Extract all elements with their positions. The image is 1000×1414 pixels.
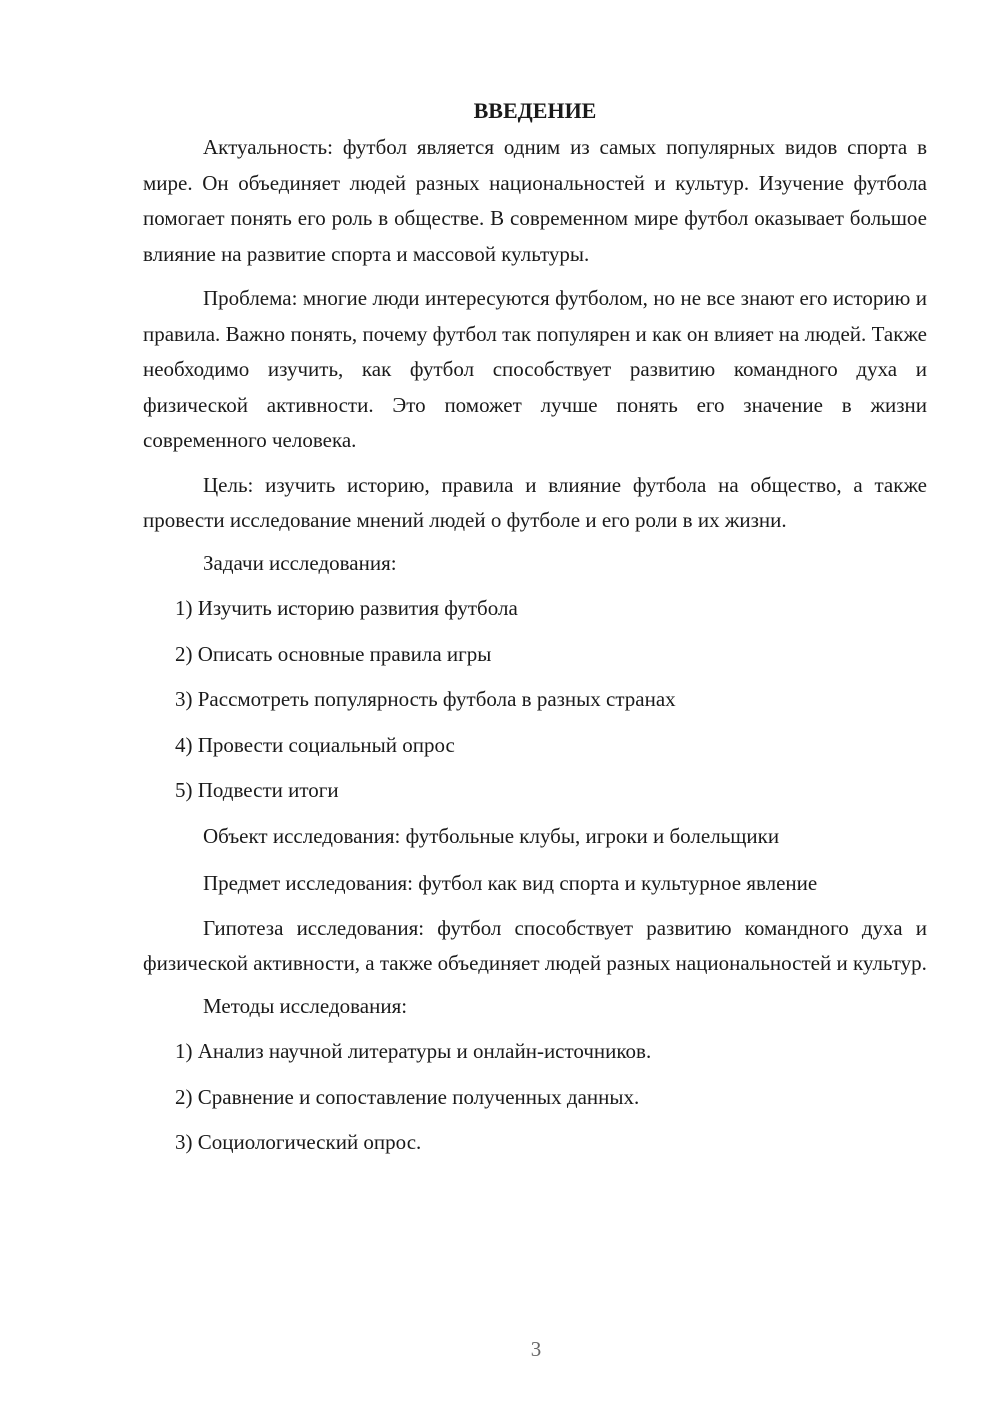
- task-item: 4) Провести социальный опрос: [175, 732, 455, 757]
- document-page: [143, 96, 927, 1173]
- method-item: 1) Анализ научной литературы и онлайн-источников.: [175, 1039, 652, 1063]
- actuality-paragraph: Актуальность: футбол является одним из самых популярных видов спорта в мире. Он объединяет людей разных национальностей и культур. Изучение футбола помогает понять его роль в обществе. В современном мире футбол оказывает большое влияние на развитие спорта и массовой культуры.: [143, 135, 927, 266]
- tasks-label: Задачи исследования:: [203, 550, 397, 575]
- page-number: 3: [530, 1337, 542, 1361]
- method-item: 3) Социологический опрос.: [175, 1130, 422, 1154]
- page-title: ВВЕДЕНИЕ: [473, 98, 597, 123]
- task-item: 3) Рассмотреть популярность футбола в разных странах: [175, 687, 676, 711]
- task-item: 2) Описать основные правила игры: [175, 641, 492, 666]
- method-item: 2) Сравнение и сопоставление полученных данных.: [175, 1084, 640, 1109]
- research-hypothesis: Гипотеза исследования: футбол способствует развитию командного духа и физической активности, а также объединяет людей разных национальностей и культур.: [143, 915, 927, 975]
- task-item: 5) Подвести итоги: [175, 778, 339, 802]
- problem-paragraph: Проблема: многие люди интересуются футболом, но не все знают его историю и правила. Важно понять, почему футбол так популярен и как он влияет на людей. Также необходимо изучить, как футбол способствует развитию командного духа и физической активности. Это поможет лучше понять его значение в жизни современного человека.: [143, 286, 927, 452]
- research-subject: Предмет исследования: футбол как вид спорта и культурное явление: [203, 871, 818, 895]
- research-object: Объект исследования: футбольные клубы, игроки и болельщики: [203, 823, 780, 848]
- task-item: 1) Изучить историю развития футбола: [175, 596, 518, 620]
- goal-paragraph: Цель: изучить историю, правила и влияние футбола на общество, а также провести исследование мнений людей о футболе и его роли в их жизни.: [143, 472, 927, 532]
- methods-label: Методы исследования:: [203, 993, 408, 1018]
